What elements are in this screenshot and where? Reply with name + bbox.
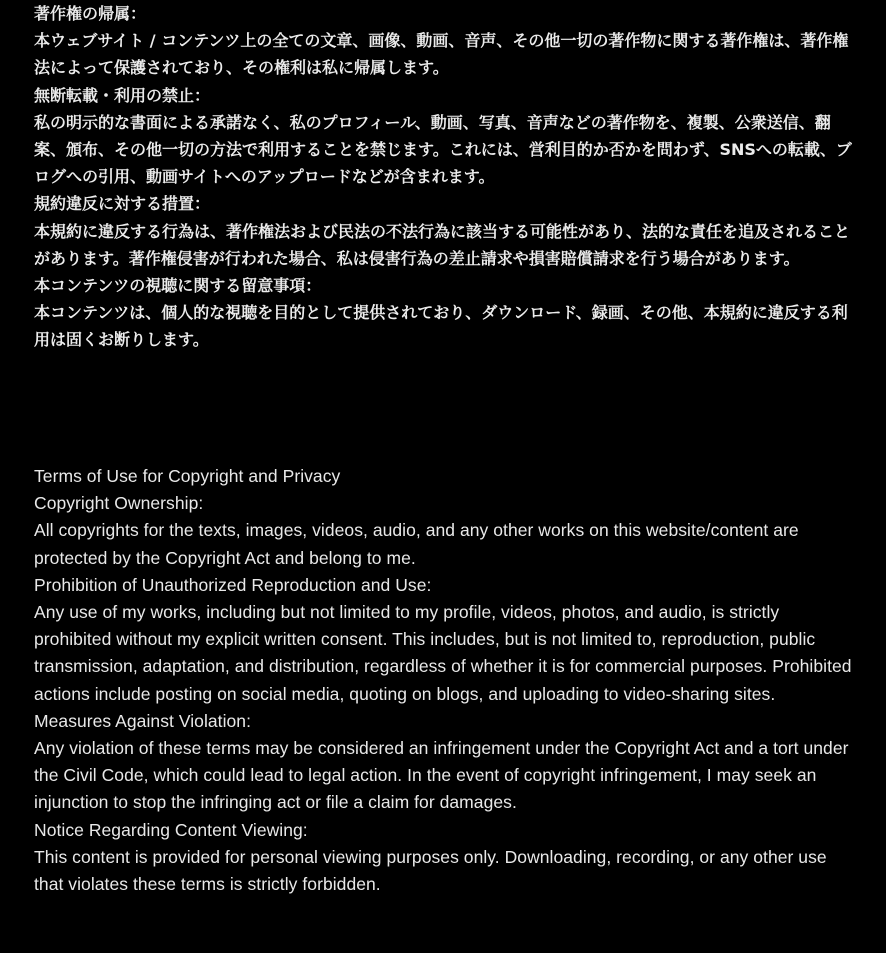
jp-prohibition-body: 私の明示的な書面による承諾なく、私のプロフィール、動画、写真、音声などの著作物を、複製、公衆送信、翻案、頒布、その他一切の方法で利用することを禁じます。これには、営利目的か否かを問わず、SNSへの転載、ブログへの引用、動画サイトへのアップロードなどが含まれます。 <box>34 112 852 187</box>
en-prohibition-body: Any use of my works, including but not limited to my profile, videos, photos, and audio, is strictly prohibited without my explicit written consent. This includes, but is not limited to, reproduction, public transmission, adaptation, and distribution, regardless of whether it is for commercial purposes. Prohibited actions include posting on social media, quoting on blogs, and uploading to video-sharing sites. <box>34 602 852 704</box>
jp-ownership-heading: 著作権の帰属： <box>34 4 147 23</box>
en-violation-body: Any violation of these terms may be considered an infringement under the Copyright Act and a tort under the Civil Code, which could lead to legal action. In the event of copyright infringement, I may seek an injunction to stop the infringing act or file a claim for damages. <box>34 738 849 813</box>
jp-prohibition-heading: 無断転載・利用の禁止： <box>34 85 211 105</box>
en-violation-heading: Measures Against Violation: <box>34 710 251 731</box>
jp-violation-body: 本規約に違反する行為は、著作権法および民法の不法行為に該当する可能性があり、法的な責任を追及されることがあります。著作権侵害が行われた場合、私は侵害行為の差止請求や損害賠償請求を行う場合があります。 <box>34 221 851 268</box>
japanese-terms-section <box>34 0 854 354</box>
jp-viewing-heading: 本コンテンツの視聴に関する留意事項： <box>34 276 322 296</box>
en-ownership-body: All copyrights for the texts, images, videos, audio, and any other works on this website/content are protected by the Copyright Act and belong to me. <box>34 520 799 568</box>
en-viewing-heading: Notice Regarding Content Viewing: <box>34 819 308 840</box>
en-ownership-heading: Copyright Ownership: <box>34 493 204 514</box>
en-prohibition-heading: Prohibition of Unauthorized Reproduction and Use: <box>34 574 432 595</box>
english-terms-section <box>34 463 854 898</box>
en-viewing-body: This content is provided for personal viewing purposes only. Downloading, recording, or any other use that violates these terms is strictly forbidden. <box>34 846 827 895</box>
jp-violation-heading: 規約違反に対する措置： <box>34 194 211 214</box>
en-title: Terms of Use for Copyright and Privacy <box>34 466 341 486</box>
jp-ownership-body: 本ウェブサイト / コンテンツ上の全ての文章、画像、動画、音声、その他一切の著作物に関する著作権は、著作権法によって保護されており、その権利は私に帰属します。 <box>34 31 849 78</box>
jp-viewing-body: 本コンテンツは、個人的な視聴を目的として提供されており、ダウンロード、録画、その他、本規約に違反する利用は固くお断りします。 <box>34 303 848 350</box>
terms-page <box>34 0 854 895</box>
